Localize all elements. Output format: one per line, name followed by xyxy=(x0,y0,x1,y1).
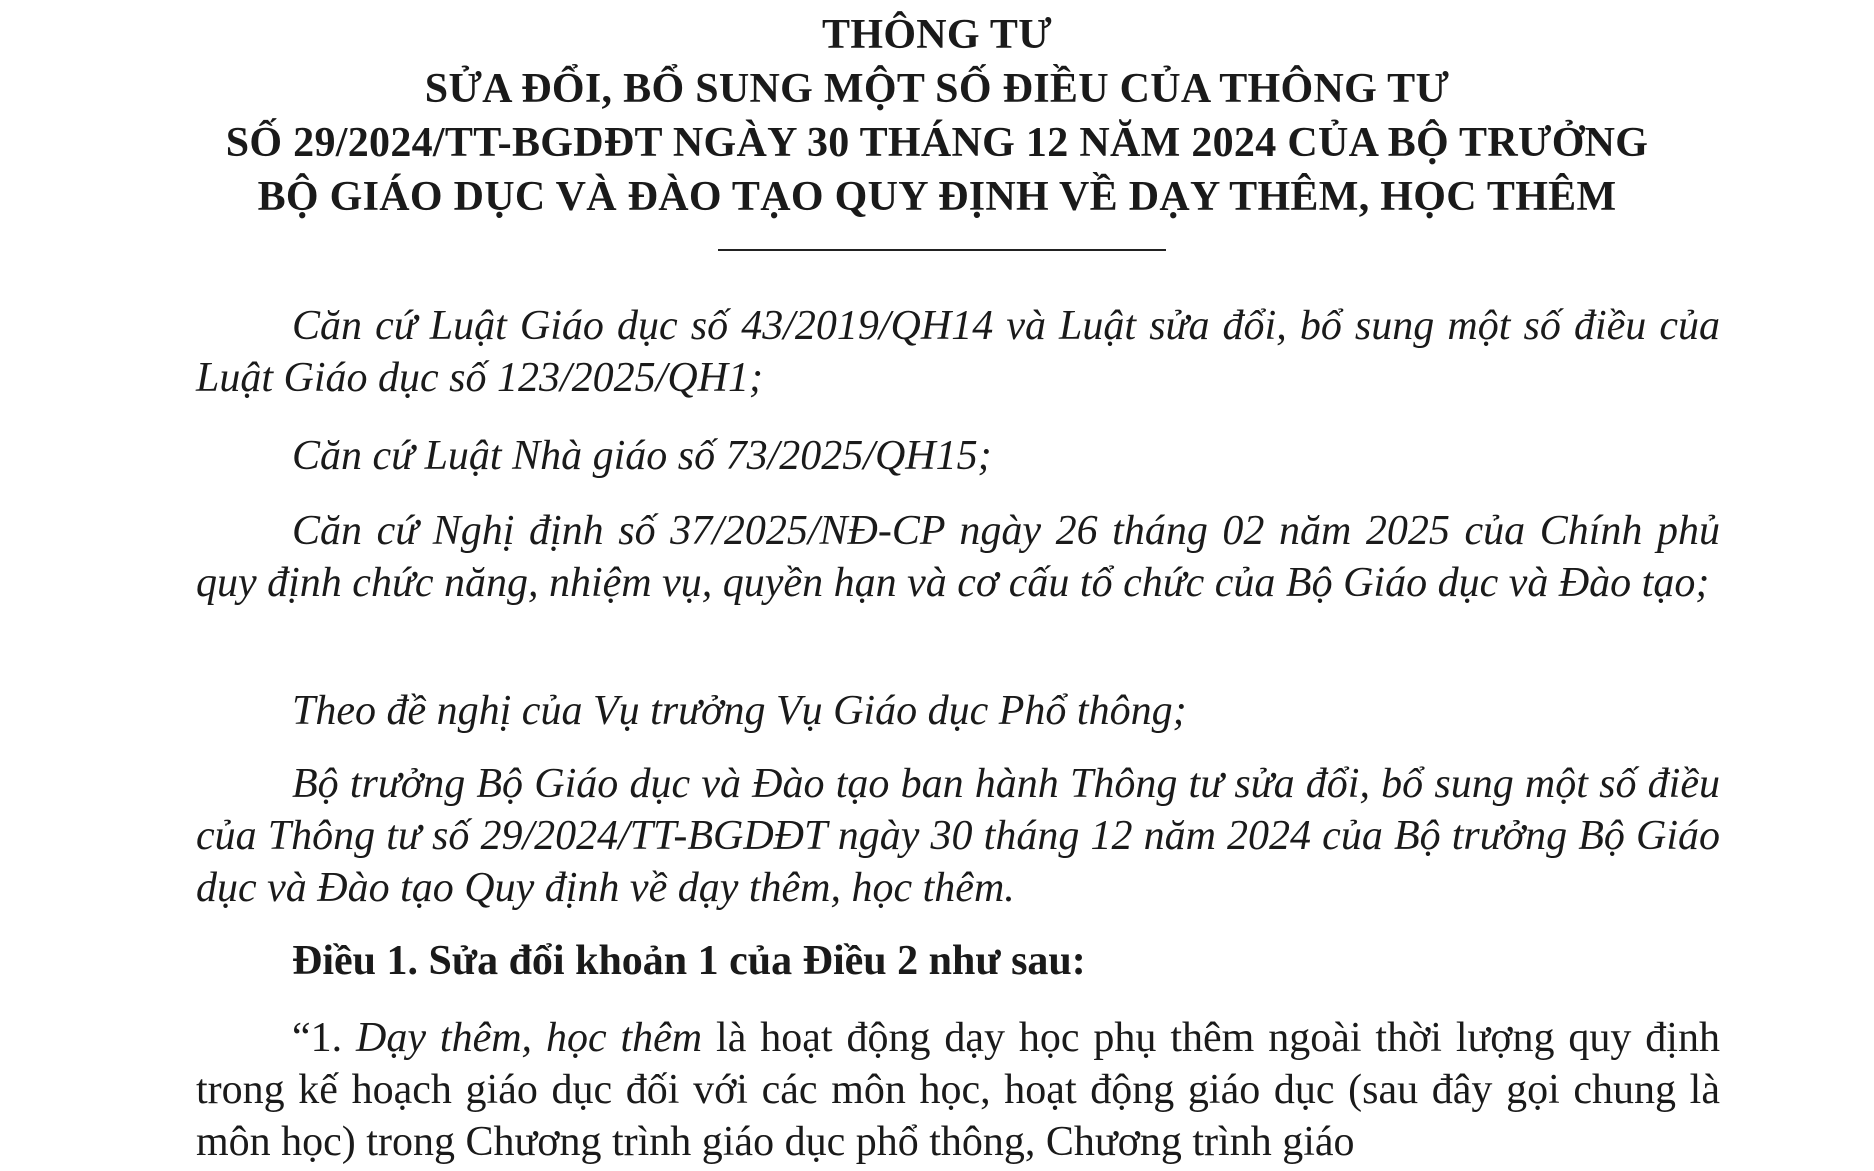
title-line-2: SỬA ĐỔI, BỔ SUNG MỘT SỐ ĐIỀU CỦA THÔNG TƯ xyxy=(424,66,1450,112)
clause-1-number: “1. xyxy=(292,1015,357,1061)
preamble-paragraph-1 xyxy=(196,300,1720,404)
clause-1-term: Dạy thêm, học thêm xyxy=(356,1015,703,1061)
preamble-paragraph-3 xyxy=(196,505,1720,609)
preamble-paragraph-2 xyxy=(196,430,1720,482)
preamble-text-1: Căn cứ Luật Giáo dục số 43/2019/QH14 và Luật sửa đổi, bổ sung một số điều của Luật Giáo dục số 123/2025/QH1; xyxy=(196,303,1720,401)
article-1-heading-text: Điều 1. Sửa đổi khoản 1 của Điều 2 như sau: xyxy=(292,938,1086,984)
preamble-paragraph-4 xyxy=(196,685,1720,737)
title-line-3: SỐ 29/2024/TT-BGDĐT NGÀY 30 THÁNG 12 NĂM 2024 CỦA BỘ TRƯỞNG xyxy=(225,120,1649,166)
document-title xyxy=(150,8,1724,224)
title-line-1: THÔNG TƯ xyxy=(822,12,1052,58)
clause-1-definition: là hoạt động dạy học phụ thêm ngoài thời lượng quy định trong kế hoạch giáo dục đối với các môn học, hoạt động giáo dục (sau đây gọi chung là môn học) trong Chương trình giáo dục phổ thông, Chương trình giáo xyxy=(196,1015,1720,1165)
preamble-text-4: Theo đề nghị của Vụ trưởng Vụ Giáo dục Phổ thông; xyxy=(292,688,1187,734)
clause-1-text xyxy=(196,1012,1720,1168)
title-divider xyxy=(718,249,1166,251)
preamble-text-5: Bộ trưởng Bộ Giáo dục và Đào tạo ban hành Thông tư sửa đổi, bổ sung một số điều của Thông tư số 29/2024/TT-BGDĐT ngày 30 tháng 12 năm 2024 của Bộ trưởng Bộ Giáo dục và Đào tạo Quy định về dạy thêm, học thêm. xyxy=(196,761,1720,911)
preamble-text-3: Căn cứ Nghị định số 37/2025/NĐ-CP ngày 26 tháng 02 năm 2025 của Chính phủ quy định chức năng, nhiệm vụ, quyền hạn và cơ cấu tổ chức của Bộ Giáo dục và Đào tạo; xyxy=(196,508,1720,606)
preamble-text-2: Căn cứ Luật Nhà giáo số 73/2025/QH15; xyxy=(292,433,992,479)
article-1-heading xyxy=(196,935,1720,987)
title-line-4: BỘ GIÁO DỤC VÀ ĐÀO TẠO QUY ĐỊNH VỀ DẠY THÊM, HỌC THÊM xyxy=(257,174,1617,220)
article-1-clause-1 xyxy=(196,1012,1720,1168)
preamble-paragraph-5 xyxy=(196,758,1720,914)
